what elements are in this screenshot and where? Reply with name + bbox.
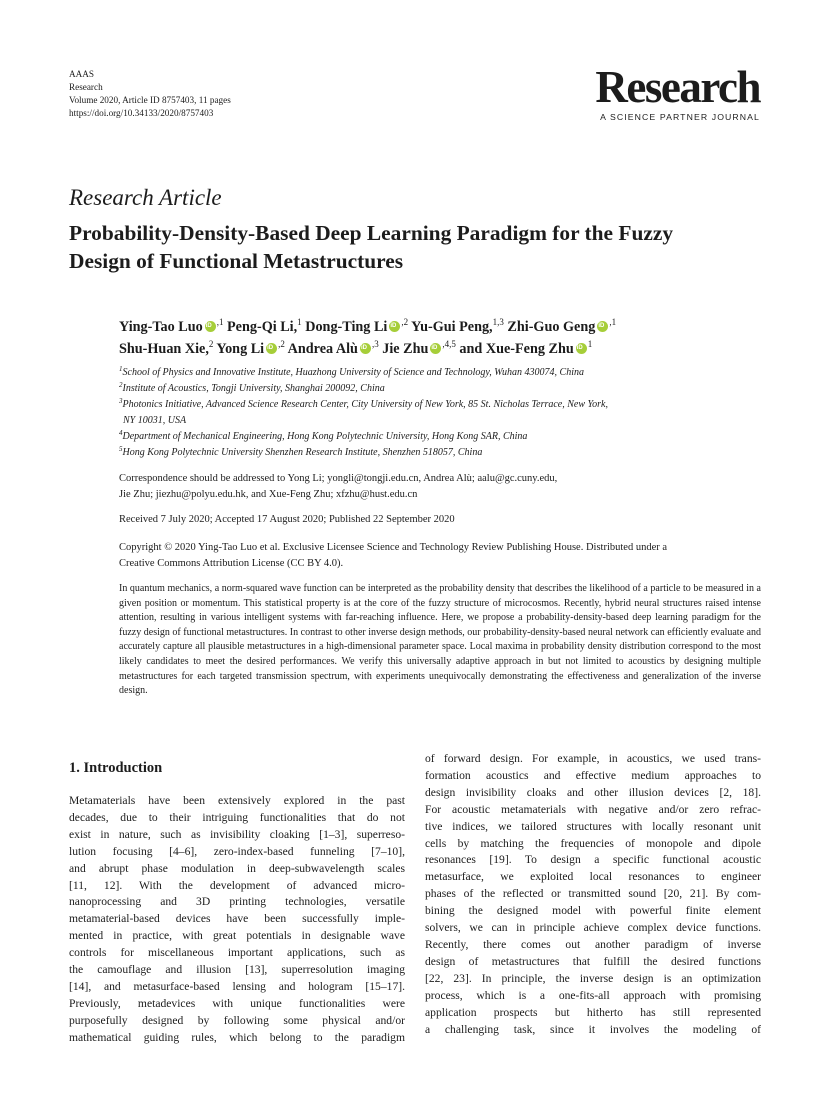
body-line: controls for miscellaneous important applications, such as — [69, 946, 405, 960]
body-line: purposefully designed by following some physical and/or — [69, 1013, 405, 1027]
body-line: solvers, we can in principle achieve complex device functions. — [425, 921, 761, 935]
author-name: Andrea Alù — [287, 341, 358, 357]
body-line: Metamaterials have been extensively explored in the past — [69, 794, 405, 807]
abstract: In quantum mechanics, a norm-squared wave function can be interpreted as the probability density that describes the likelihood of a particle to be measured in a given position or momentum. This statistical property is at the core of the fuzzy structure of microcosmos. Recently, hybrid neural structures raised intense attention, resulting in various intelligent systems with far-reaching influence. Here, we propose a probability-density-based deep learning paradigm for the fuzzy design of functional metastructures. In contrast to other inverse design methods, our probability-density-based neural network can efficiently evaluate and accurately capture all plausible metastructures in a high-dimensional parameter space. Local maxima in probability density distribution correspond to the most likely candidates to meet the desired performances. We verify this universally adaptive approach in but not limited to acoustics by designing multiple metastructures for each targeted transmission spectrum, with experiments unequivocally demonstrating the effectiveness and generalization of the inverse design. — [119, 583, 761, 697]
orcid-icon[interactable] — [576, 343, 587, 354]
body-line: design invisibility cloaks and other illusion devices [2, 18]. — [425, 785, 761, 799]
body-line: For acoustic metamaterials with negative and/or zero refrac- — [425, 802, 761, 816]
body-line: resonances [19]. To design a specific functional acoustic — [425, 853, 761, 867]
body-line: formation acoustics and effective medium approaches to — [425, 768, 761, 782]
author-name: Ying-Tao Luo — [119, 319, 203, 335]
orcid-icon[interactable] — [360, 343, 371, 354]
body-line: nanoprocessing and 3D printing technologies, versatile — [69, 895, 405, 909]
journal-logo — [560, 62, 760, 122]
author-affiliation-ref: 1,3 — [492, 317, 504, 327]
volume-info: Volume 2020, Article ID 8757403, 11 pages — [69, 95, 231, 105]
copyright-line: Copyright © 2020 Ying-Tao Luo et al. Exclusive Licensee Science and Technology Review Publishing House. Distributed under a — [119, 542, 668, 553]
body-column-left — [69, 793, 405, 1047]
body-line: [14], and metasurface-based lensing and hologram [15–17]. — [69, 979, 405, 993]
author-name: Yu-Gui Peng, — [411, 319, 493, 335]
title-line: Design of Functional Metastructures — [69, 249, 404, 273]
body-line: and abrupt phase modulation in deep-subwavelength scales — [69, 861, 405, 875]
section-heading: 1. Introduction — [69, 760, 163, 776]
body-line: metamaterial-based devices have been successfully imple- — [69, 912, 405, 926]
affiliation-item: NY 10031, USA — [123, 415, 187, 426]
logo-wordmark: Research — [595, 62, 760, 112]
journal-meta — [69, 68, 231, 120]
author-affiliation-ref: 1 — [587, 339, 593, 349]
logo-tagline: A SCIENCE PARTNER JOURNAL — [600, 112, 760, 122]
author-list — [119, 316, 779, 360]
copyright-notice — [119, 540, 764, 572]
copyright-line: Creative Commons Attribution License (CC BY 4.0). — [119, 558, 344, 569]
orcid-icon[interactable] — [266, 343, 277, 354]
author-affiliation-ref: ,1 — [609, 317, 617, 327]
affiliation-item: $^1$School of Physics and Innovative Institute, Huazhong University of Science and Technology, Wuhan 430074, China — [119, 365, 585, 378]
title-line: Probability-Density-Based Deep Learning Paradigm for the Fuzzy — [69, 221, 674, 245]
body-line: Previously, metadevices with unique functionalities were — [69, 996, 405, 1010]
author-name: Yong Li — [216, 341, 265, 357]
body-line: design of metastructures that fulfill the desired functions — [425, 954, 761, 968]
body-column-right — [425, 751, 761, 1038]
body-line: lution focusing [4–6], zero-index-based funneling [7–10], — [69, 844, 405, 858]
orcid-icon[interactable] — [430, 343, 441, 354]
article-type: Research Article — [69, 185, 222, 210]
affiliation-item: $^3$Photonics Initiative, Advanced Science Research Center, City University of New York, 85 St. Nicholas Terrace, New York, — [119, 397, 608, 410]
affiliation-item: $^4$Department of Mechanical Engineering, Hong Kong Polytechnic University, Hong Kong SAR, China — [119, 429, 528, 442]
body-line: metasurface, we exploited local resonances to engineer — [425, 870, 761, 884]
body-line: Recently, there comes out another paradigm of inverse — [425, 937, 761, 951]
body-line: a challenging task, since it involves the modeling of — [425, 1022, 761, 1036]
author-affiliation-ref: ,2 — [278, 339, 285, 349]
author-name: Shu-Huan Xie, — [119, 341, 209, 357]
publisher: AAAS — [69, 69, 95, 79]
body-line: tive indices, we tailored structures with locally resonant unit — [425, 819, 761, 833]
author-name: Dong-Ting Li — [305, 319, 388, 335]
author-affiliation-ref: ,1 — [216, 317, 224, 327]
orcid-icon[interactable] — [205, 321, 216, 332]
orcid-icon[interactable] — [389, 321, 400, 332]
correspondence-line: Correspondence should be addressed to Yong Li; yongli@tongji.edu.cn, Andrea Alù; aalu@gc.cuny.edu, — [119, 473, 558, 484]
body-line: the camouflage and illusion [13], superresolution imaging — [69, 963, 405, 977]
doi-link[interactable]: https://doi.org/10.34133/2020/8757403 — [69, 108, 214, 118]
correspondence — [119, 471, 759, 503]
body-line: phases of the reflected or transmitted sound [20, 21]. By com- — [425, 887, 761, 901]
affiliation-item: $^5$Hong Kong Polytechnic University Shenzhen Research Institute, Shenzhen 518057, China — [119, 445, 483, 458]
body-line: cells by matching the frequencies of monopole and dipole — [425, 836, 761, 850]
author-name: Jie Zhu — [382, 341, 429, 357]
author-name: and Xue-Feng Zhu — [459, 341, 574, 357]
publication-dates: Received 7 July 2020; Accepted 17 August 2020; Published 22 September 2020 — [119, 514, 455, 525]
body-line: decades, due to their intriguing functionalities that do not — [69, 810, 405, 824]
article-title — [69, 219, 769, 275]
body-line: of forward design. For example, in acoustics, we used trans- — [425, 752, 761, 765]
body-line: exist in nature, such as invisibility cloaking [1–3], superreso- — [69, 827, 405, 841]
affiliation-list — [119, 365, 759, 461]
body-line: [11, 12]. With the development of advanced micro- — [69, 878, 405, 892]
author-affiliation-ref: ,4,5 — [442, 339, 456, 349]
author-affiliation-ref: ,3 — [371, 339, 379, 349]
orcid-icon[interactable] — [597, 321, 608, 332]
body-line: mented in practice, with great potentials in designable wave — [69, 929, 405, 943]
body-line: application prospects but hitherto has still represented — [425, 1005, 761, 1019]
affiliation-item: $^2$Institute of Acoustics, Tongji University, Shanghai 200092, China — [119, 381, 385, 394]
author-affiliation-ref: 1 — [297, 317, 302, 327]
author-affiliation-ref: 2 — [208, 339, 214, 349]
body-line: [22, 23]. In principle, the inverse design is an optimization — [425, 971, 761, 985]
correspondence-line: Jie Zhu; jiezhu@polyu.edu.hk, and Xue-Feng Zhu; xfzhu@hust.edu.cn — [119, 489, 418, 500]
body-line: bining the designed model with powerful finite element — [425, 904, 761, 918]
journal-name: Research — [69, 82, 103, 92]
body-line: mathematical guiding rules, which belong to the paradigm — [69, 1030, 405, 1044]
author-name: Peng-Qi Li, — [227, 319, 298, 335]
author-affiliation-ref: ,2 — [401, 317, 409, 327]
author-name: Zhi-Guo Geng — [507, 319, 596, 335]
body-line: process, which is a one-fits-all approach with promising — [425, 988, 761, 1002]
